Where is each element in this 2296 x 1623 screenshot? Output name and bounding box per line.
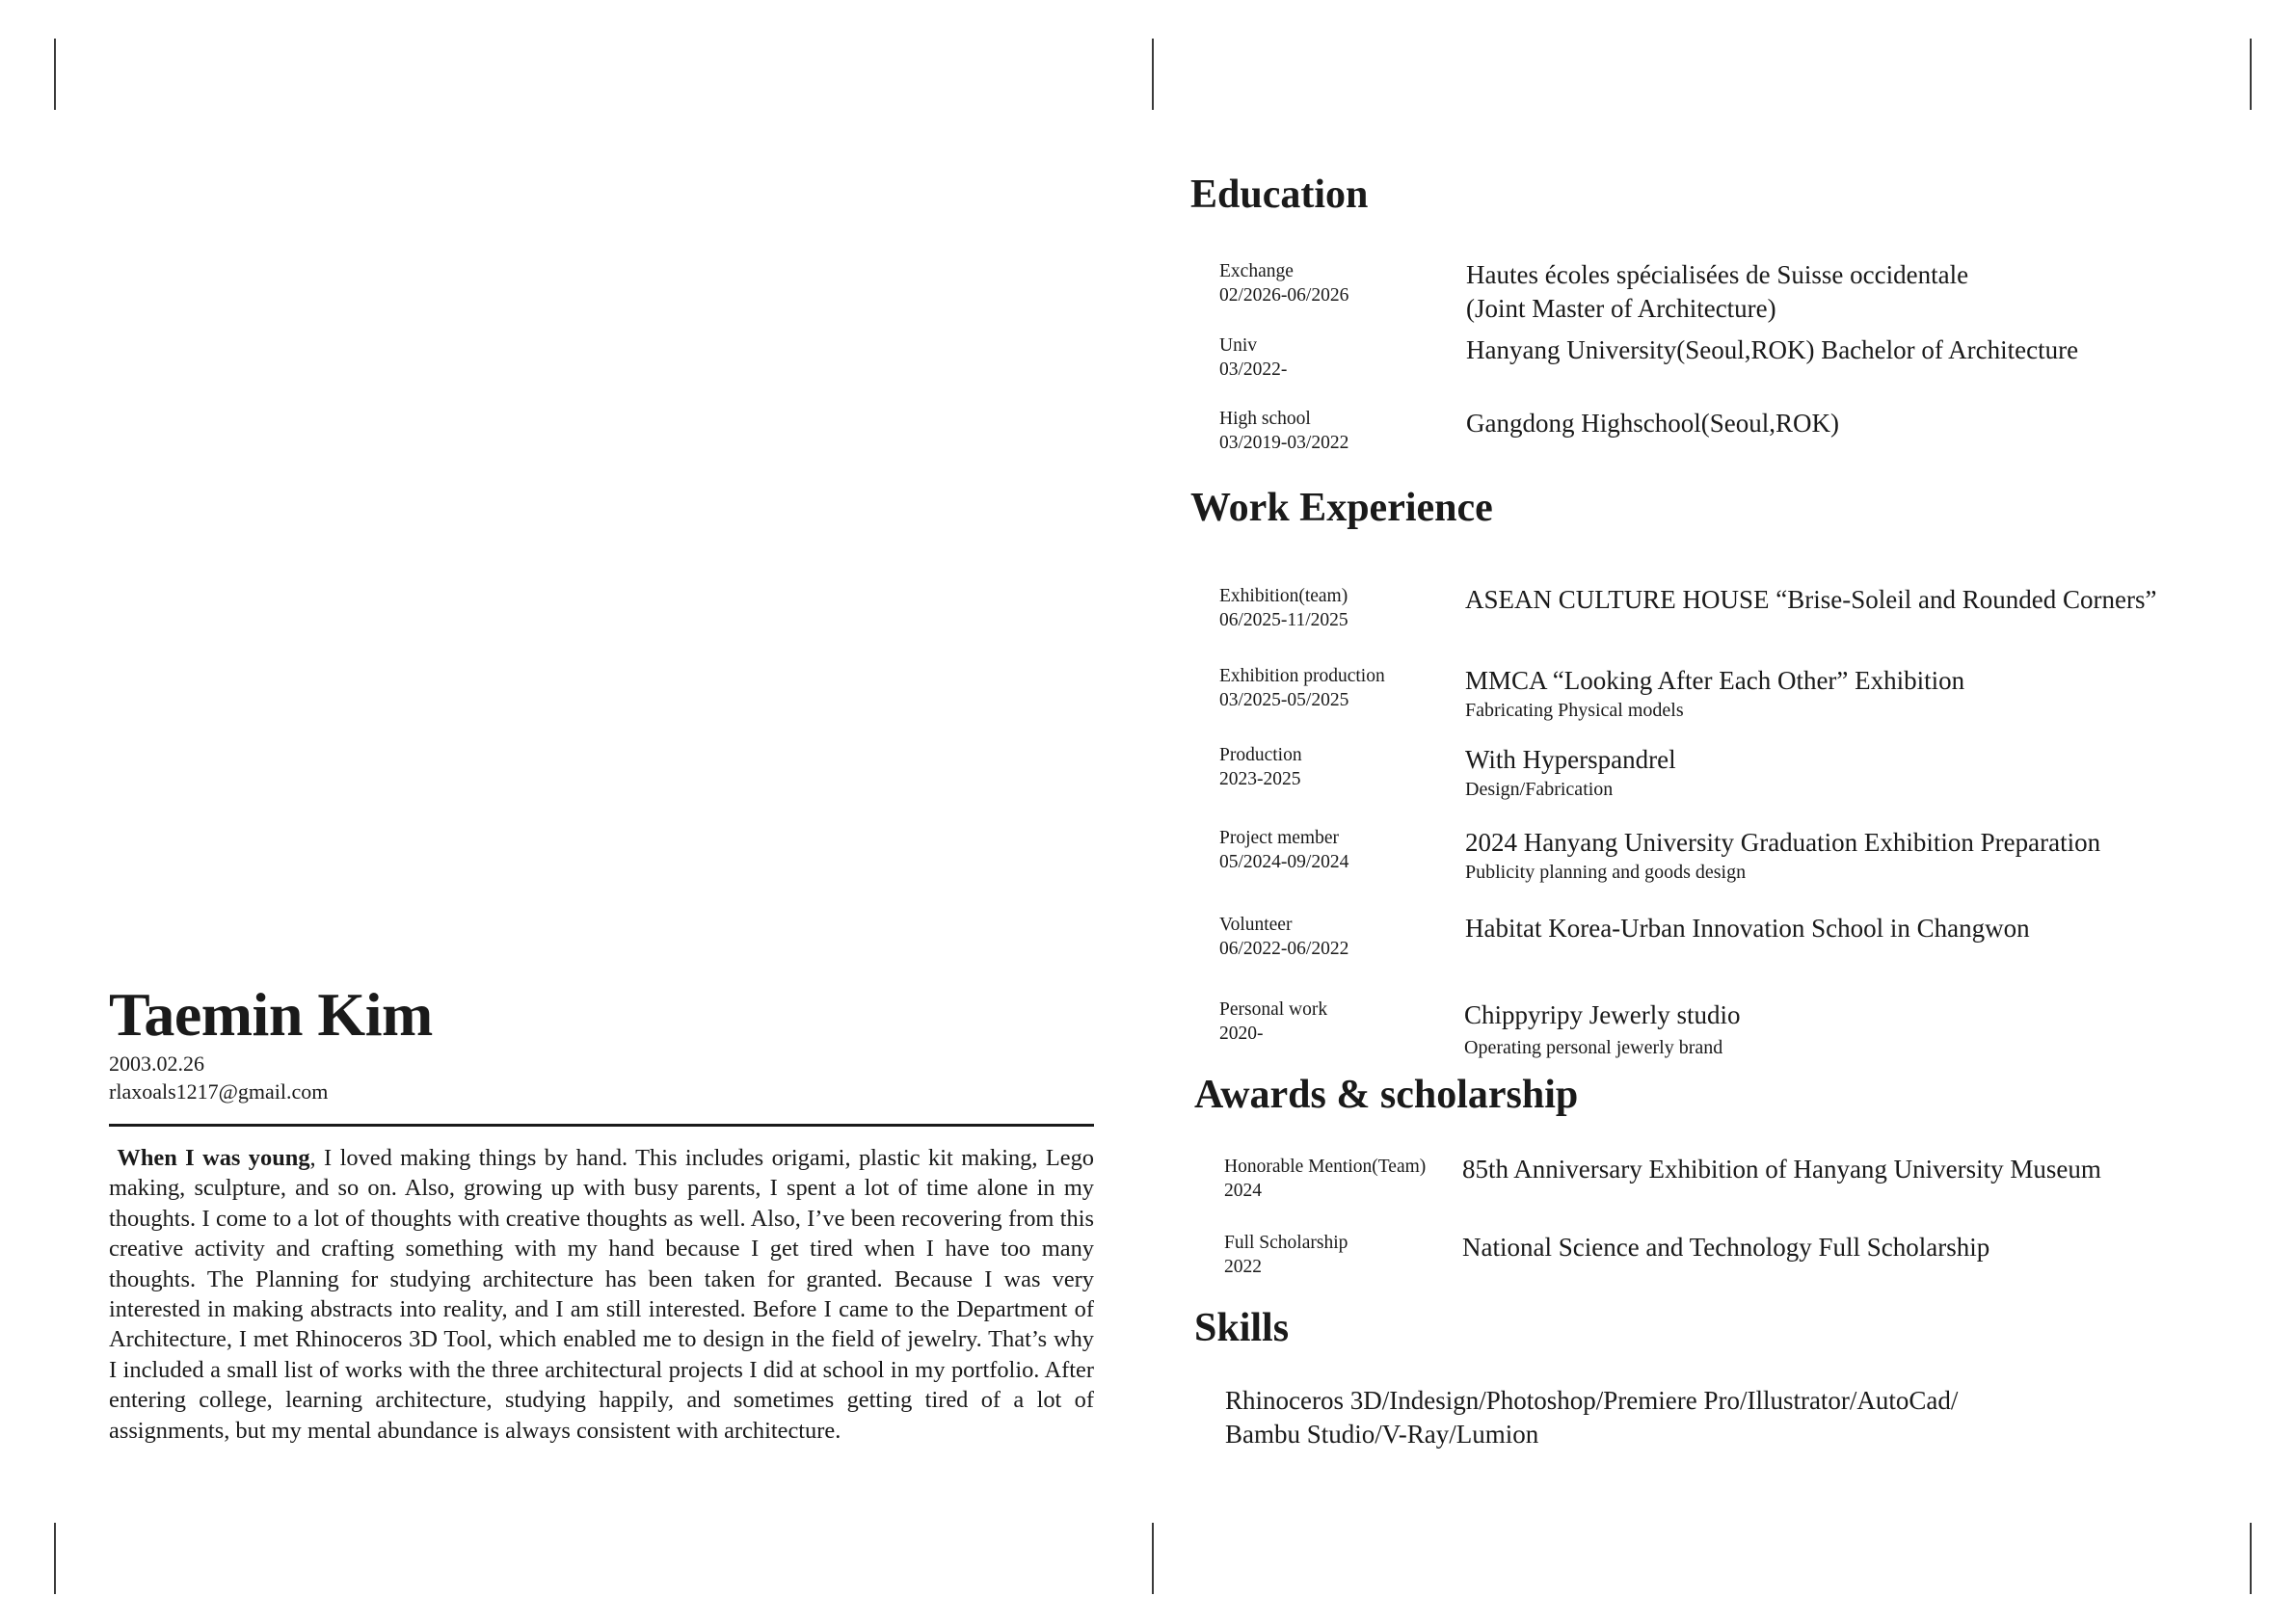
education-title-line2: (Joint Master of Architecture): [1466, 294, 1776, 323]
work-title: 2024 Hanyang University Graduation Exhibition Preparation: [1465, 828, 2101, 857]
award-date: 2022: [1224, 1257, 1262, 1277]
education-title: Hanyang University(Seoul,ROK) Bachelor of Architecture: [1466, 335, 2079, 364]
profile-email: rlaxoals1217@gmail.com: [109, 1079, 329, 1104]
education-title: Hautes écoles spécialisées de Suisse occidentale: [1466, 260, 1969, 289]
work-label: Exhibition production: [1219, 666, 1385, 686]
education-label: High school: [1219, 409, 1311, 429]
award-title: 85th Anniversary Exhibition of Hanyang University Museum: [1462, 1155, 2101, 1184]
crop-mark-bottom-right: [2250, 1523, 2252, 1594]
skills-line-2: Bambu Studio/V-Ray/Lumion: [1225, 1420, 1539, 1449]
work-title: Chippyripy Jewerly studio: [1464, 1000, 1741, 1029]
education-date: 03/2019-03/2022: [1219, 433, 1349, 453]
profile-name: Taemin Kim: [109, 980, 433, 1049]
divider-line: [109, 1124, 1094, 1127]
work-detail: Design/Fabrication: [1465, 779, 1614, 800]
education-label: Exchange: [1219, 261, 1294, 281]
education-title: Gangdong Highschool(Seoul,ROK): [1466, 409, 1839, 438]
work-detail: Operating personal jewerly brand: [1464, 1037, 1723, 1058]
work-detail: Fabricating Physical models: [1465, 700, 1684, 721]
education-date: 03/2022-: [1219, 359, 1288, 380]
work-title: Habitat Korea-Urban Innovation School in Changwon: [1465, 914, 2030, 943]
education-label: Univ: [1219, 335, 1257, 356]
crop-mark-bottom-center: [1152, 1523, 1154, 1594]
work-label: Exhibition(team): [1219, 586, 1348, 606]
work-date: 2020-: [1219, 1024, 1264, 1044]
work-label: Personal work: [1219, 999, 1328, 1020]
award-label: Full Scholarship: [1224, 1233, 1348, 1253]
award-title: National Science and Technology Full Scholarship: [1462, 1233, 1990, 1262]
skills-line-1: Rhinoceros 3D/Indesign/Photoshop/Premiere Pro/Illustrator/AutoCad/: [1225, 1386, 1959, 1415]
work-heading: Work Experience: [1190, 486, 1493, 530]
bio-text: , I loved making things by hand. This includes origami, plastic kit making, Lego making, sculpture, and so on. Also, growing up with busy parents, I spent a lot of time alone in my thoughts. I come to a lot of thoughts with creative thoughts as well. Also, I’ve been recovering from this creative activity and crafting something with my hand because I get tired when I have too many thoughts. The Planning for studying architecture has been taken for granted. Because I was very interested in making abstracts into reality, and I am still interested. Before I came to the Department of Architecture, I met Rhinoceros 3D Tool, which enabled me to design in the field of jewelry. That’s why I included a small list of works with the three architectural projects I did at school in my portfolio. After entering college, learning architecture, studying happily, and sometimes getting tired of a lot of assignments, but my mental abundance is always consistent with architecture.: [109, 1145, 1094, 1444]
work-date: 03/2025-05/2025: [1219, 690, 1349, 710]
skills-heading: Skills: [1194, 1306, 1290, 1350]
work-label: Volunteer: [1219, 915, 1293, 935]
bio-paragraph: [109, 1143, 1094, 1446]
work-label: Project member: [1219, 828, 1339, 848]
education-date: 02/2026-06/2026: [1219, 285, 1349, 306]
work-title: MMCA “Looking After Each Other” Exhibition: [1465, 666, 1965, 695]
profile-birthdate: 2003.02.26: [109, 1051, 204, 1076]
work-date: 2023-2025: [1219, 769, 1301, 789]
work-date: 06/2025-11/2025: [1219, 610, 1348, 630]
bio-lead: When I was young: [117, 1145, 310, 1171]
award-date: 2024: [1224, 1181, 1262, 1201]
work-date: 06/2022-06/2022: [1219, 939, 1349, 959]
work-date: 05/2024-09/2024: [1219, 852, 1349, 872]
work-detail: Publicity planning and goods design: [1465, 862, 1747, 883]
work-label: Production: [1219, 745, 1302, 765]
work-title: ASEAN CULTURE HOUSE “Brise-Soleil and Rounded Corners”: [1465, 585, 2157, 614]
award-label: Honorable Mention(Team): [1224, 1157, 1427, 1177]
work-title: With Hyperspandrel: [1465, 745, 1676, 774]
crop-mark-top-center: [1152, 39, 1154, 110]
crop-mark-bottom-left: [54, 1523, 56, 1594]
crop-mark-top-right: [2250, 39, 2252, 110]
education-heading: Education: [1190, 173, 1369, 217]
crop-mark-top-left: [54, 39, 56, 110]
awards-heading: Awards & scholarship: [1194, 1073, 1579, 1117]
